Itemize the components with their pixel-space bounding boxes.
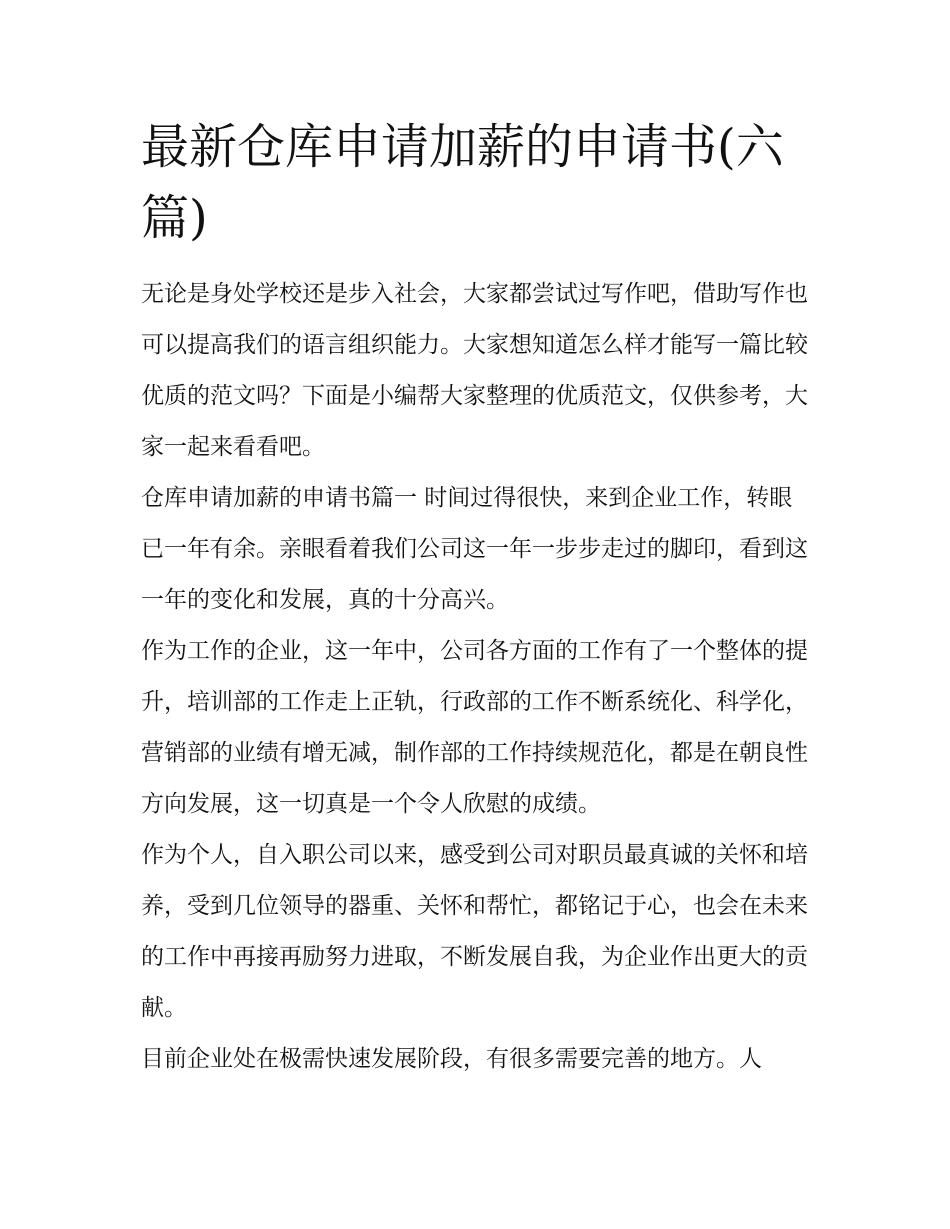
paragraph-list bbox=[141, 269, 813, 1085]
document-title: 最新仓库申请加薪的申请书(六篇) bbox=[141, 119, 784, 246]
paragraph-section-one-opening: 仓库申请加薪的申请书篇一 时间过得很快，来到企业工作，转眼已一年有余。亲眼看着我们公司这一年一步步走过的脚印，看到这一年的变化和发展，真的十分高兴。 bbox=[141, 485, 808, 613]
paragraph-current-stage: 目前企业处在极需快速发展阶段，有很多需要完善的地方。人 bbox=[141, 1046, 762, 1072]
paragraph-personal-growth: 作为个人，自入职公司以来，感受到公司对职员最真诚的关怀和培养，受到几位领导的器重、关怀和帮忙，都铭记于心，也会在未来的工作中再接再励努力进取，不断发展自我，为企业作出更大的贡献。 bbox=[141, 842, 808, 1021]
document-body bbox=[141, 112, 813, 1085]
paragraph-company-progress: 作为工作的企业，这一年中，公司各方面的工作有了一个整体的提升，培训部的工作走上正轨，行政部的工作不断系统化、科学化，营销部的业绩有增无减，制作部的工作持续规范化，都是在朝良性方向发展，这一切真是一个令人欣慰的成绩。 bbox=[141, 638, 808, 817]
paragraph-intro: 无论是身处学校还是步入社会，大家都尝试过写作吧，借助写作也可以提高我们的语言组织能力。大家想知道怎么样才能写一篇比较优质的范文吗？下面是小编帮大家整理的优质范文，仅供参考，大家一起来看看吧。 bbox=[141, 281, 808, 460]
